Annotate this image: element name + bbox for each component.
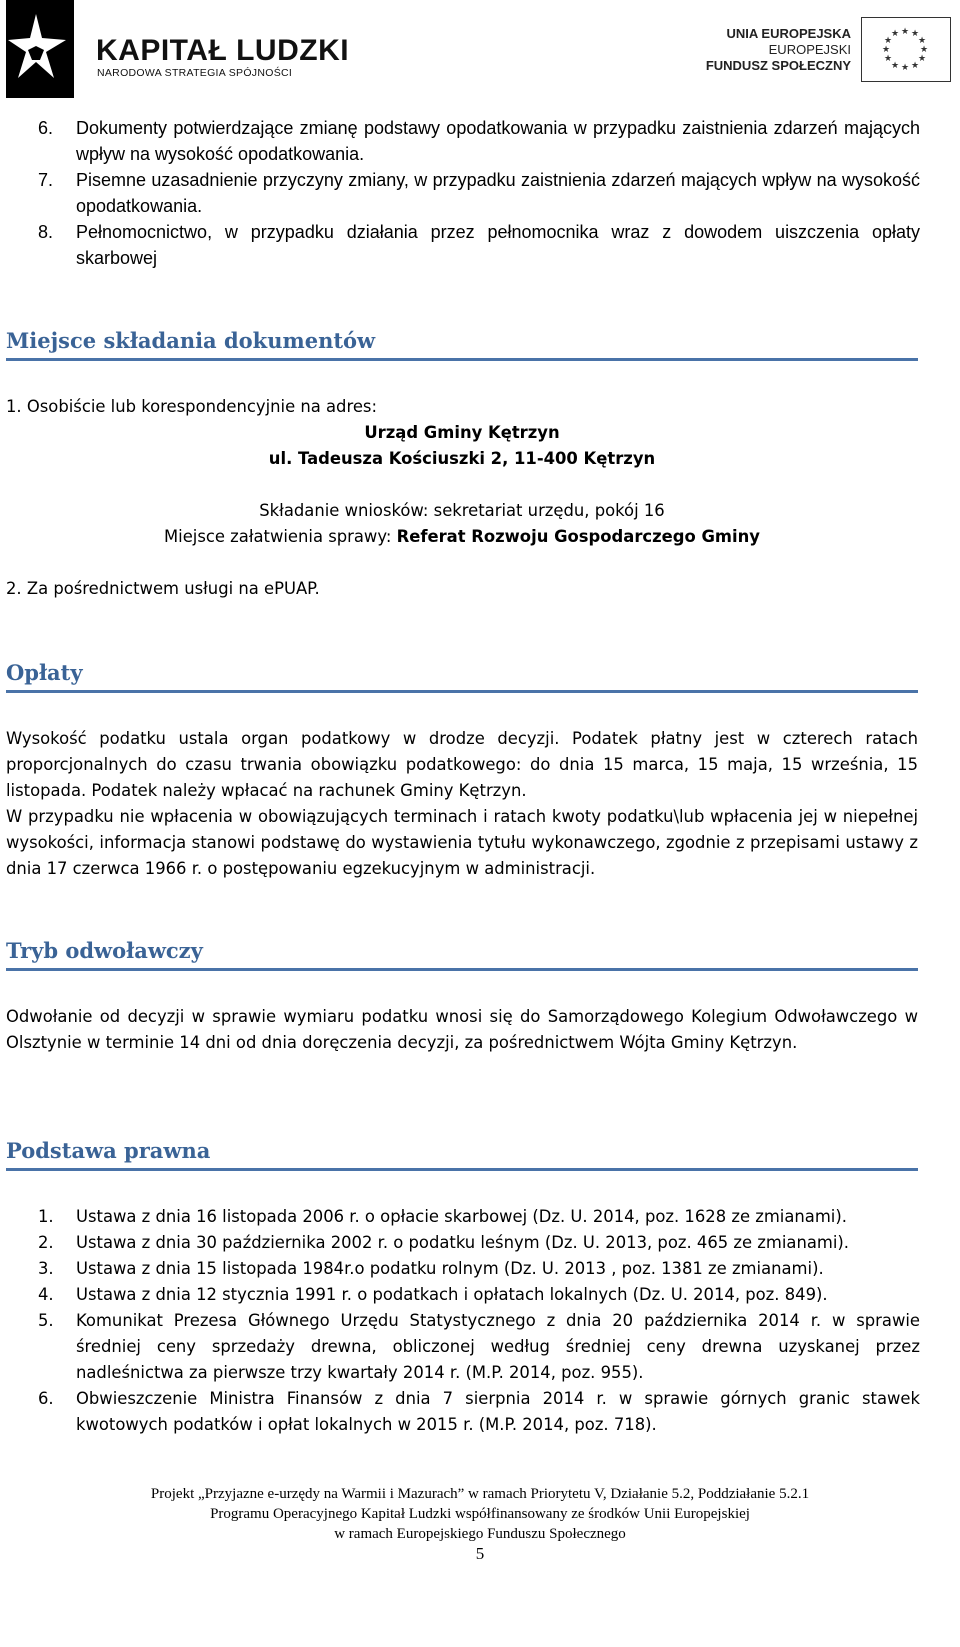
footer-line-1: Projekt „Przyjazne e-urzędy na Warmii i Mazurach” w ramach Priorytetu V, Działanie 5.2, Poddziałanie 5.2.1 (150, 1486, 810, 1502)
svg-text:★: ★ (917, 54, 927, 64)
list-item-number: 5. (38, 1311, 54, 1330)
list-item-number: 6. (38, 1389, 54, 1408)
svg-text:★: ★ (890, 61, 900, 71)
list-item-number: 3. (38, 1259, 54, 1278)
footer-line-3: w ramach Europejskiego Funduszu Społecznego (334, 1526, 626, 1542)
list-item (6, 1256, 920, 1282)
documents-list (6, 115, 920, 271)
eu-line1: UNIA EUROPEJSKA (726, 26, 851, 41)
footer-line-2: Programu Operacyjnego Kapitał Ludzki współfinansowany ze środków Unii Europejskiej (210, 1506, 750, 1522)
oplaty-paragraph-1: Wysokość podatku ustala organ podatkowy w drodze decyzji. Podatek płatny jest w czterech ratach proporcjonalnych do czasu trwania obowiązku podatkowego: do dnia 15 marca, 15 maja, 15 września, 15 listopada. Podatek należy wpłacać na rachunek Gminy Kętrzyn. (6, 729, 918, 800)
list-item (6, 115, 920, 167)
submission-method-2: 2. Za pośrednictwem usługi na ePUAP. (6, 579, 320, 598)
star-icon (6, 0, 74, 98)
page-header (0, 0, 960, 100)
list-item-text: Dokumenty potwierdzające zmianę podstawy opodatkowania w przypadku zaistnienia zdarzeń mających wpływ na wysokość opodatkowania. (76, 118, 920, 164)
svg-text:★: ★ (910, 61, 920, 71)
legal-basis-list (6, 1204, 920, 1438)
svg-text:★: ★ (881, 45, 891, 55)
eu-logo-text (686, 26, 851, 74)
svg-text:★: ★ (917, 36, 927, 46)
list-item (6, 167, 920, 219)
svg-text:★: ★ (919, 45, 929, 55)
list-item-number: 1. (38, 1207, 54, 1226)
eu-flag-icon (861, 17, 951, 82)
svg-text:★: ★ (900, 27, 910, 37)
list-item-number: 7. (38, 170, 54, 190)
kl-logo-subtitle: NARODOWA STRATEGIA SPÓJNOŚCI (97, 67, 293, 79)
tryb-paragraph: Odwołanie od decyzji w sprawie wymiaru podatku wnosi się do Samorządowego Kolegium Odwoławczego w Olsztynie w terminie 14 dni od dnia doręczenia decyzji, za pośrednictwem Wójta Gminy Kętrzyn. (6, 1007, 918, 1052)
list-item-text: Pełnomocnictwo, w przypadku działania przez pełnomocnika wraz z dowodem uiszczenia opłaty skarbowej (76, 222, 920, 268)
list-item (6, 1386, 920, 1438)
list-item-text: Obwieszczenie Ministra Finansów z dnia 7 sierpnia 2014 r. w sprawie górnych granic stawek kwotowych podatków i opłat lokalnych w 2015 r. (M.P. 2014, poz. 718). (76, 1389, 920, 1434)
svg-text:★: ★ (910, 29, 920, 39)
kl-logo-title: KAPITAŁ LUDZKI (96, 34, 350, 67)
office-name: Urząd Gminy Kętrzyn (364, 423, 560, 442)
handling-place-label: Miejsce załatwienia sprawy: (164, 527, 397, 546)
list-item-text: Komunikat Prezesa Głównego Urzędu Statystycznego z dnia 20 października 2014 r. w sprawie średniej ceny sprzedaży drewna, obliczonej według średniej ceny drewna uzyskanej przez nadleśnictwa za pierwsze trzy kwartały 2014 r. (M.P. 2014, poz. 955). (76, 1311, 920, 1382)
eu-line2: EUROPEJSKI (768, 42, 851, 57)
eu-line3: FUNDUSZ SPOŁECZNY (705, 58, 851, 73)
list-item (6, 219, 920, 271)
svg-text:★: ★ (883, 54, 893, 64)
section-heading-miejsce: Miejsce składania dokumentów (6, 328, 918, 361)
list-item (6, 1230, 920, 1256)
section-heading-tryb: Tryb odwoławczy (6, 938, 918, 971)
page-footer (0, 1484, 960, 1544)
list-item-text: Pisemne uzasadnienie przyczyny zmiany, w przypadku zaistnienia zdarzeń mających wpływ na wysokość opodatkowania. (76, 170, 920, 216)
submission-method-1: 1. Osobiście lub korespondencyjnie na adres: (6, 397, 377, 416)
svg-text:★: ★ (900, 63, 910, 73)
list-item (6, 1204, 920, 1230)
submission-room: Składanie wniosków: sekretariat urzędu, pokój 16 (259, 501, 665, 520)
section-heading-podstawa: Podstawa prawna (6, 1138, 918, 1171)
section-heading-oplaty: Opłaty (6, 660, 918, 693)
list-item (6, 1282, 920, 1308)
list-item-number: 4. (38, 1285, 54, 1304)
handling-place (6, 524, 918, 550)
list-item-number: 8. (38, 222, 54, 242)
list-item-text: Ustawa z dnia 16 listopada 2006 r. o opłacie skarbowej (Dz. U. 2014, poz. 1628 ze zmianami). (76, 1207, 847, 1226)
list-item-number: 2. (38, 1233, 54, 1252)
list-item-text: Ustawa z dnia 15 listopada 1984r.o podatku rolnym (Dz. U. 2013 , poz. 1381 ze zmianami). (76, 1259, 824, 1278)
svg-text:★: ★ (883, 36, 893, 46)
page-number: 5 (475, 1544, 485, 1563)
kapital-ludzki-logo (6, 0, 74, 98)
list-item-text: Ustawa z dnia 12 stycznia 1991 r. o podatkach i opłatach lokalnych (Dz. U. 2014, poz. 849). (76, 1285, 828, 1304)
handling-place-value: Referat Rozwoju Gospodarczego Gminy (396, 527, 760, 546)
oplaty-paragraph-2: W przypadku nie wpłacenia w obowiązujących terminach i ratach kwoty podatku\lub wpłacenia jej w niepełnej wysokości, informacja stanowi podstawę do wystawienia tytułu wykonawczego, zgodnie z przepisami ustawy z dnia 17 czerwca 1966 r. o postępowaniu egzekucyjnym w administracji. (6, 807, 918, 878)
list-item (6, 1308, 920, 1386)
office-address: ul. Tadeusza Kościuszki 2, 11-400 Kętrzyn (268, 449, 656, 468)
svg-text:★: ★ (890, 29, 900, 39)
list-item-number: 6. (38, 118, 54, 138)
list-item-text: Ustawa z dnia 30 października 2002 r. o podatku leśnym (Dz. U. 2013, poz. 465 ze zmianami). (76, 1233, 850, 1252)
